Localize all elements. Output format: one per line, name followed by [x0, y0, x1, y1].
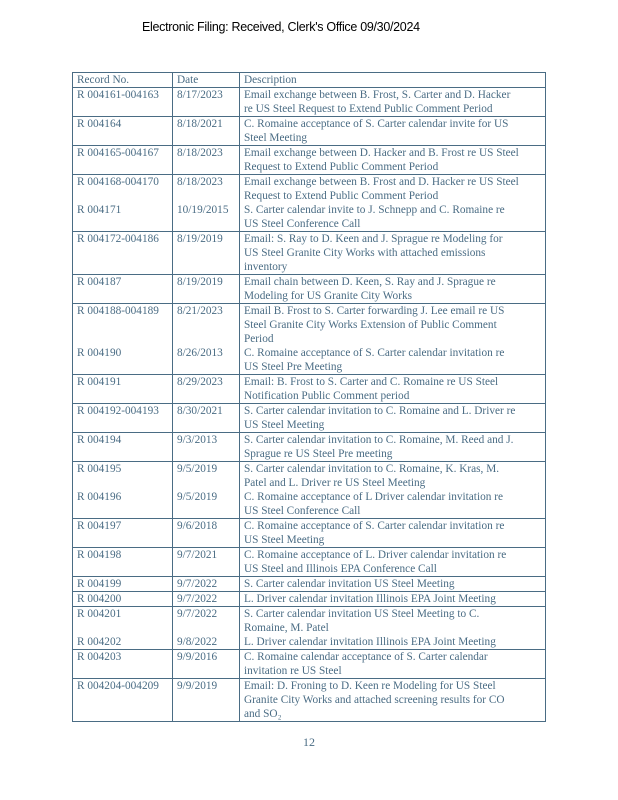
date-cell: [173, 117, 240, 146]
record-number: R 004165-004167: [77, 147, 159, 159]
record-number-cell: [73, 519, 173, 548]
description-line: S. Carter calendar invitation US Steel Meeting: [244, 578, 455, 590]
record-number: R 004188-004189: [77, 305, 159, 317]
record-number-cell: [73, 117, 173, 146]
table-row: [73, 607, 546, 650]
record-number: R 004191: [77, 376, 122, 388]
table-row: [73, 462, 546, 519]
line-spacer: [77, 418, 172, 432]
record-number-cell: [73, 462, 173, 519]
table-row: [73, 577, 546, 592]
record-date: 9/5/2019: [177, 491, 218, 503]
line-spacer: [177, 332, 239, 346]
line-spacer: [177, 360, 239, 374]
description-line: invitation re US Steel: [244, 665, 342, 677]
record-number: R 004198: [77, 549, 122, 561]
record-number-cell: [73, 548, 173, 577]
record-number: R 004202: [77, 636, 122, 648]
description-line: Patel and L. Driver re US Steel Meeting: [244, 477, 426, 489]
record-number: R 004204-004209: [77, 680, 159, 692]
description-cell: [240, 375, 546, 404]
description-cell: [240, 175, 546, 232]
description-line: Period: [244, 333, 274, 345]
record-number: R 004187: [77, 276, 122, 288]
filing-stamp: Electronic Filing: Received, Clerk's Office 09/30/2024: [142, 20, 420, 34]
description-cell: [240, 117, 546, 146]
description-line: Steel Granite City Works Extension of Public Comment: [244, 319, 497, 331]
description-line: L. Driver calendar invitation Illinois EPA Joint Meeting: [244, 636, 496, 648]
record-number: R 004200: [77, 593, 122, 605]
line-spacer: [177, 707, 239, 721]
description-line: Email exchange between B. Frost and D. Hacker re US Steel: [244, 176, 519, 188]
table-header-row: [73, 73, 546, 88]
description-line: C. Romaine acceptance of S. Carter calendar invitation re: [244, 520, 505, 532]
record-number-cell: [73, 433, 173, 462]
line-spacer: [177, 217, 239, 231]
table-row: [73, 375, 546, 404]
records-table: [72, 72, 546, 722]
record-date: 9/9/2016: [177, 651, 218, 663]
date-cell: [173, 577, 240, 592]
description-line: Email chain between D. Keen, S. Ray and J. Sprague re: [244, 276, 496, 288]
record-number-cell: [73, 175, 173, 232]
page-number: 12: [303, 735, 315, 749]
table-row: [73, 679, 546, 722]
description-line: C. Romaine calendar acceptance of S. Carter calendar: [244, 651, 488, 663]
table-row: [73, 404, 546, 433]
record-date: 9/7/2022: [177, 608, 218, 620]
record-date: 8/29/2023: [177, 376, 223, 388]
table-row: [73, 146, 546, 175]
record-number: R 004197: [77, 520, 122, 532]
record-date: 8/17/2023: [177, 89, 223, 101]
date-cell: [173, 519, 240, 548]
table-row: [73, 548, 546, 577]
line-spacer: [77, 318, 172, 332]
record-date: 8/19/2019: [177, 233, 223, 245]
date-cell: [173, 462, 240, 519]
description-line: re US Steel Request to Extend Public Comment Period: [244, 103, 493, 115]
record-number: R 004192-004193: [77, 405, 159, 417]
record-number-cell: [73, 650, 173, 679]
line-spacer: [177, 189, 239, 203]
description-cell: [240, 577, 546, 592]
line-spacer: [77, 160, 172, 174]
line-spacer: [77, 504, 172, 518]
record-date: 9/8/2022: [177, 636, 218, 648]
description-cell: [240, 433, 546, 462]
line-spacer: [177, 160, 239, 174]
record-number-cell: [73, 375, 173, 404]
line-spacer: [177, 447, 239, 461]
description-line: and SO₂: [244, 708, 282, 720]
record-number-cell: [73, 232, 173, 275]
description-line: S. Carter calendar invitation US Steel Meeting to C.: [244, 608, 480, 620]
line-spacer: [177, 621, 239, 635]
record-date: 10/19/2015: [177, 204, 229, 216]
line-spacer: [177, 131, 239, 145]
record-number-cell: [73, 607, 173, 650]
description-line: US Steel Conference Call: [244, 505, 361, 517]
table-row: [73, 304, 546, 375]
description-line: US Steel Meeting: [244, 534, 325, 546]
description-line: C. Romaine acceptance of L Driver calendar invitation re: [244, 491, 503, 503]
description-line: L. Driver calendar invitation Illinois EPA Joint Meeting: [244, 593, 496, 605]
record-date: 9/3/2013: [177, 434, 218, 446]
record-number: R 004199: [77, 578, 122, 590]
line-spacer: [177, 318, 239, 332]
date-cell: [173, 175, 240, 232]
date-cell: [173, 548, 240, 577]
record-number-cell: [73, 88, 173, 117]
description-line: Sprague re US Steel Pre meeting: [244, 448, 393, 460]
column-header-date: Date: [173, 73, 240, 88]
record-number: R 004195: [77, 463, 122, 475]
date-cell: [173, 375, 240, 404]
date-cell: [173, 679, 240, 722]
description-cell: [240, 146, 546, 175]
line-spacer: [177, 102, 239, 116]
line-spacer: [77, 131, 172, 145]
table-row: [73, 175, 546, 232]
description-line: Steel Meeting: [244, 132, 308, 144]
description-line: Granite City Works and attached screening results for CO: [244, 694, 505, 706]
table-row: [73, 433, 546, 462]
line-spacer: [77, 693, 172, 707]
description-cell: [240, 592, 546, 607]
description-cell: [240, 275, 546, 304]
record-date: 9/7/2022: [177, 593, 218, 605]
date-cell: [173, 607, 240, 650]
column-header-description: Description: [240, 73, 546, 88]
record-date: 9/7/2022: [177, 578, 218, 590]
line-spacer: [177, 260, 239, 274]
line-spacer: [77, 260, 172, 274]
description-cell: [240, 404, 546, 433]
description-line: US Steel and Illinois EPA Conference Call: [244, 563, 437, 575]
table-row: [73, 232, 546, 275]
record-date: 8/26/2013: [177, 347, 223, 359]
record-number: R 004201: [77, 608, 122, 620]
description-line: Modeling for US Granite City Works: [244, 290, 413, 302]
description-line: Romaine, M. Patel: [244, 622, 329, 634]
date-cell: [173, 650, 240, 679]
description-cell: [240, 679, 546, 722]
record-number-cell: [73, 577, 173, 592]
description-cell: [240, 607, 546, 650]
column-header-record: Record No.: [73, 73, 173, 88]
record-number-cell: [73, 146, 173, 175]
record-number: R 004203: [77, 651, 122, 663]
line-spacer: [177, 246, 239, 260]
line-spacer: [177, 418, 239, 432]
record-date: 8/30/2021: [177, 405, 223, 417]
description-line: Email exchange between D. Hacker and B. Frost re US Steel: [244, 147, 519, 159]
description-line: S. Carter calendar invitation to C. Romaine and L. Driver re: [244, 405, 516, 417]
line-spacer: [77, 332, 172, 346]
line-spacer: [77, 102, 172, 116]
description-line: S. Carter calendar invite to J. Schnepp and C. Romaine re: [244, 204, 505, 216]
description-line: US Steel Pre Meeting: [244, 361, 343, 373]
record-number: R 004196: [77, 491, 122, 503]
description-line: inventory: [244, 261, 288, 273]
description-line: Request to Extend Public Comment Period: [244, 190, 439, 202]
table-row: [73, 117, 546, 146]
table-row: [73, 650, 546, 679]
description-line: Request to Extend Public Comment Period: [244, 161, 439, 173]
line-spacer: [177, 289, 239, 303]
description-line: C. Romaine acceptance of L. Driver calendar invitation re: [244, 549, 507, 561]
record-number-cell: [73, 304, 173, 375]
description-line: Email exchange between B. Frost, S. Carter and D. Hacker: [244, 89, 511, 101]
description-cell: [240, 232, 546, 275]
line-spacer: [77, 533, 172, 547]
line-spacer: [177, 664, 239, 678]
line-spacer: [77, 189, 172, 203]
description-cell: [240, 519, 546, 548]
date-cell: [173, 232, 240, 275]
line-spacer: [77, 289, 172, 303]
record-number: R 004161-004163: [77, 89, 159, 101]
line-spacer: [77, 476, 172, 490]
line-spacer: [77, 664, 172, 678]
record-date: 9/6/2018: [177, 520, 218, 532]
description-line: C. Romaine acceptance of S. Carter calendar invite for US: [244, 118, 509, 130]
line-spacer: [177, 562, 239, 576]
description-line: Email: D. Froning to D. Keen re Modeling for US Steel: [244, 680, 496, 692]
description-line: Email: B. Frost to S. Carter and C. Romaine re US Steel: [244, 376, 499, 388]
record-number-cell: [73, 679, 173, 722]
record-number: R 004164: [77, 118, 122, 130]
description-cell: [240, 462, 546, 519]
date-cell: [173, 146, 240, 175]
line-spacer: [77, 707, 172, 721]
line-spacer: [77, 246, 172, 260]
record-number: R 004171: [77, 204, 122, 216]
line-spacer: [177, 533, 239, 547]
line-spacer: [177, 504, 239, 518]
description-line: US Steel Meeting: [244, 419, 325, 431]
record-date: 9/7/2021: [177, 549, 218, 561]
description-line: US Steel Granite City Works with attached emissions: [244, 247, 486, 259]
line-spacer: [77, 360, 172, 374]
line-spacer: [77, 217, 172, 231]
record-date: 9/9/2019: [177, 680, 218, 692]
record-date: 8/18/2021: [177, 118, 223, 130]
line-spacer: [77, 562, 172, 576]
date-cell: [173, 275, 240, 304]
description-cell: [240, 304, 546, 375]
record-number-cell: [73, 404, 173, 433]
record-number: R 004172-004186: [77, 233, 159, 245]
record-number: R 004190: [77, 347, 122, 359]
description-line: C. Romaine acceptance of S. Carter calendar invitation re: [244, 347, 505, 359]
record-date: 8/19/2019: [177, 276, 223, 288]
date-cell: [173, 592, 240, 607]
description-cell: [240, 548, 546, 577]
date-cell: [173, 404, 240, 433]
description-cell: [240, 650, 546, 679]
date-cell: [173, 304, 240, 375]
line-spacer: [177, 693, 239, 707]
record-number-cell: [73, 592, 173, 607]
description-line: Email: S. Ray to D. Keen and J. Sprague re Modeling for: [244, 233, 503, 245]
record-date: 8/18/2023: [177, 176, 223, 188]
description-line: Notification Public Comment period: [244, 390, 410, 402]
line-spacer: [77, 621, 172, 635]
line-spacer: [177, 476, 239, 490]
record-date: 9/5/2019: [177, 463, 218, 475]
record-number-cell: [73, 275, 173, 304]
record-date: 8/18/2023: [177, 147, 223, 159]
record-number: R 004168-004170: [77, 176, 159, 188]
table-row: [73, 519, 546, 548]
line-spacer: [177, 389, 239, 403]
description-line: S. Carter calendar invitation to C. Romaine, M. Reed and J.: [244, 434, 514, 446]
table-row: [73, 275, 546, 304]
table-row: [73, 88, 546, 117]
description-line: US Steel Conference Call: [244, 218, 361, 230]
description-cell: [240, 88, 546, 117]
description-line: Email B. Frost to S. Carter forwarding J. Lee email re US: [244, 305, 505, 317]
description-line: S. Carter calendar invitation to C. Romaine, K. Kras, M.: [244, 463, 500, 475]
date-cell: [173, 433, 240, 462]
line-spacer: [77, 447, 172, 461]
date-cell: [173, 88, 240, 117]
line-spacer: [77, 389, 172, 403]
record-number: R 004194: [77, 434, 122, 446]
record-date: 8/21/2023: [177, 305, 223, 317]
table-row: [73, 592, 546, 607]
